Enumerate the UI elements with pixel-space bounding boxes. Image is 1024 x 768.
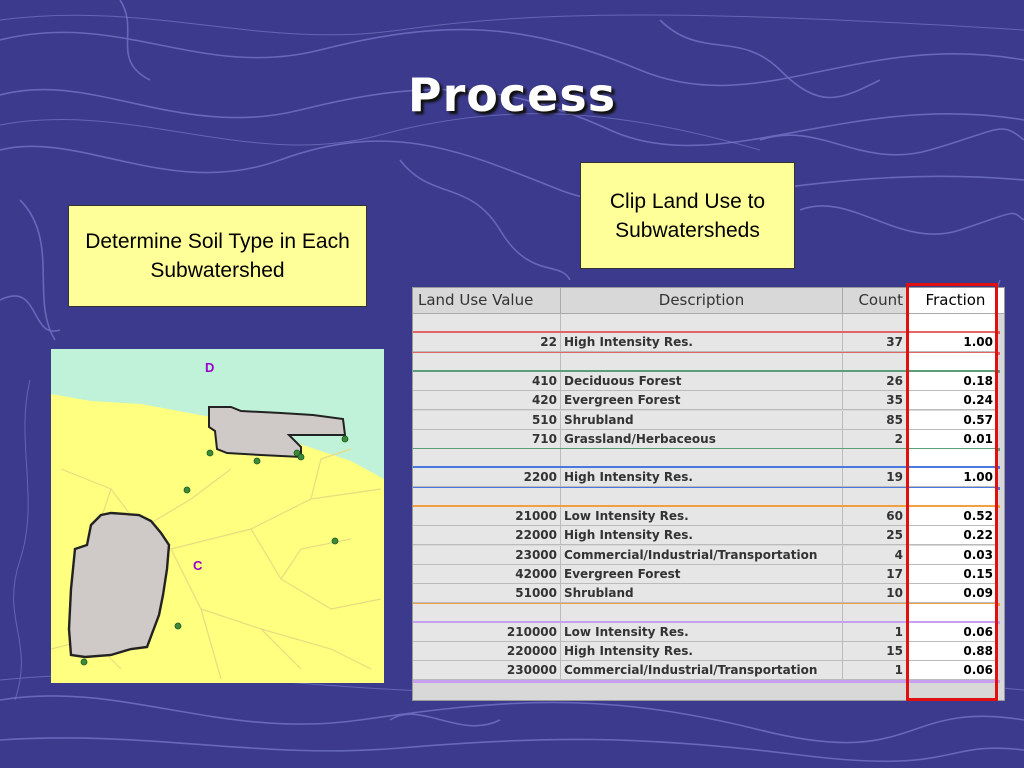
fraction-cell: 0.09 [909,584,997,603]
table-row[interactable] [413,661,1004,680]
land-use-value-cell: 510 [413,411,561,430]
count-cell: 10 [843,584,907,603]
count-cell: 1 [843,661,907,680]
land-use-value-cell: 420 [413,391,561,410]
fraction-cell: 0.15 [909,565,997,584]
land-use-value-cell: 230000 [413,661,561,680]
fraction-cell: 0.88 [909,642,997,661]
label-c: C [193,558,203,573]
fraction-cell: 1.00 [909,333,997,352]
header-description[interactable]: Description [561,288,843,314]
count-cell: 26 [843,372,907,391]
land-use-value-cell: 210000 [413,623,561,642]
count-cell: 25 [843,526,907,545]
count-cell: 15 [843,642,907,661]
count-cell: 2 [843,430,907,449]
land-use-value-cell: 23000 [413,546,561,565]
table-row[interactable] [413,372,1004,391]
count-cell: 60 [843,507,907,526]
count-cell: 85 [843,411,907,430]
count-cell: 19 [843,468,907,487]
land-use-value-cell: 2200 [413,468,561,487]
header-fraction[interactable]: Fraction [907,288,1004,314]
table-row[interactable] [413,526,1004,545]
land-use-value-cell: 410 [413,372,561,391]
fraction-cell: 1.00 [909,468,997,487]
fraction-cell: 0.57 [909,411,997,430]
description-cell: Commercial/Industrial/Transportation [561,546,843,565]
fraction-cell: 0.01 [909,430,997,449]
fraction-cell: 0.18 [909,372,997,391]
count-cell: 4 [843,546,907,565]
description-cell: Shrubland [561,584,843,603]
count-cell: 17 [843,565,907,584]
description-cell: Evergreen Forest [561,391,843,410]
land-use-table [412,287,1005,701]
count-cell: 37 [843,333,907,352]
land-use-value-cell: 710 [413,430,561,449]
land-use-value-cell: 22000 [413,526,561,545]
table-row[interactable] [413,411,1004,430]
slide-title: Process [407,68,617,122]
land-use-value-cell: 42000 [413,565,561,584]
table-row[interactable] [413,623,1004,642]
table-row[interactable] [413,642,1004,661]
land-use-value-cell: 22 [413,333,561,352]
table-row[interactable] [413,391,1004,410]
description-cell: Evergreen Forest [561,565,843,584]
fraction-cell: 0.22 [909,526,997,545]
description-cell: High Intensity Res. [561,333,843,352]
table-row[interactable] [413,468,1004,487]
table-row[interactable] [413,584,1004,603]
fraction-cell: 0.03 [909,546,997,565]
header-count[interactable]: Count [843,288,907,314]
fraction-cell: 0.24 [909,391,997,410]
description-cell: Grassland/Herbaceous [561,430,843,449]
description-cell: Commercial/Industrial/Transportation [561,661,843,680]
description-cell: Shrubland [561,411,843,430]
fraction-cell: 0.06 [909,623,997,642]
clip-land-use-callout: Clip Land Use to Subwatersheds [580,162,795,269]
table-row[interactable] [413,565,1004,584]
count-cell: 1 [843,623,907,642]
land-use-value-cell: 220000 [413,642,561,661]
description-cell: High Intensity Res. [561,642,843,661]
land-use-value-cell: 51000 [413,584,561,603]
description-cell: High Intensity Res. [561,468,843,487]
label-d: D [205,360,215,375]
table-row[interactable] [413,430,1004,449]
description-cell: Deciduous Forest [561,372,843,391]
description-cell: Low Intensity Res. [561,507,843,526]
table-row[interactable] [413,546,1004,565]
fraction-cell: 0.52 [909,507,997,526]
land-use-value-cell: 21000 [413,507,561,526]
description-cell: High Intensity Res. [561,526,843,545]
count-cell: 35 [843,391,907,410]
description-cell: Low Intensity Res. [561,623,843,642]
group-separator-line [413,680,1000,683]
table-row[interactable] [413,507,1004,526]
header-land-use-value[interactable]: Land Use Value [413,288,561,314]
soil-type-callout: Determine Soil Type in Each Subwatershed [68,205,367,307]
table-row[interactable] [413,333,1004,352]
fraction-cell: 0.06 [909,661,997,680]
subwatershed-map [51,349,384,683]
